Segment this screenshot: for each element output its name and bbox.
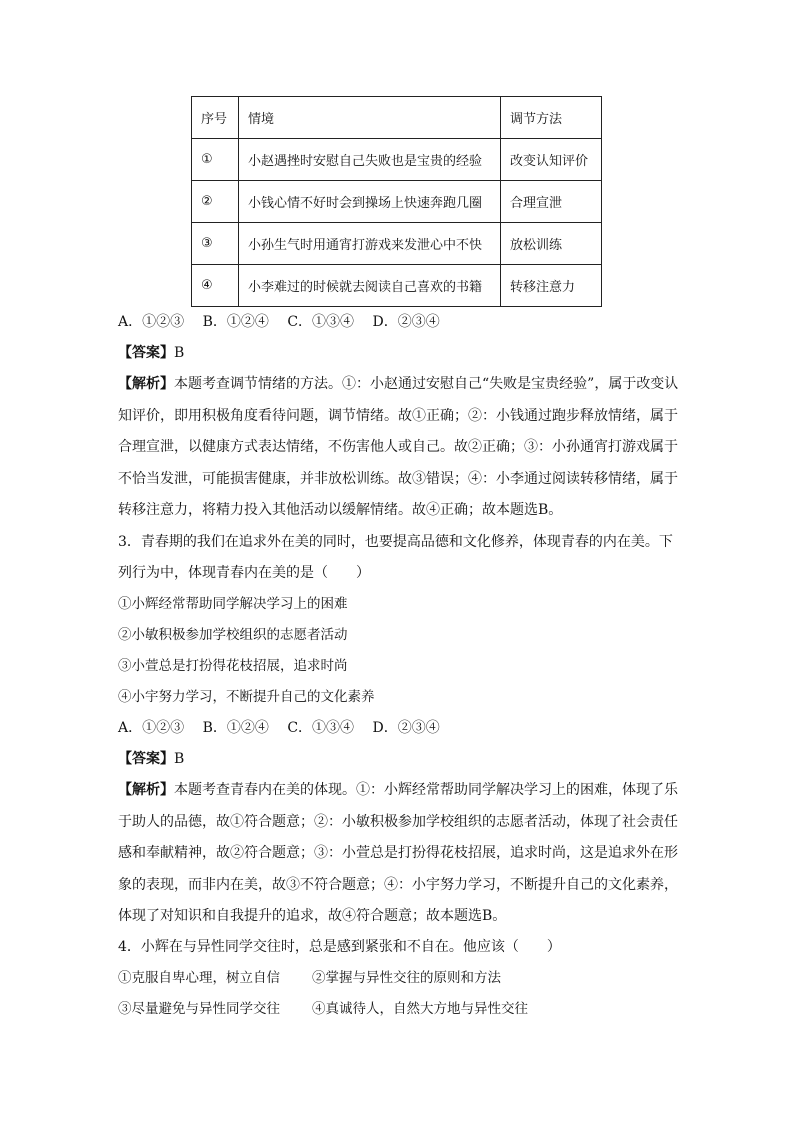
option-item: ②小敏积极参加学校组织的志愿者活动 [118, 627, 348, 643]
table-row [192, 139, 602, 181]
header-cell: 调节方法 [501, 97, 602, 139]
table-cell: 放松训练 [501, 223, 602, 265]
table-cell: ④ [192, 265, 239, 307]
choice-c: C．①③④ [287, 720, 355, 736]
header-cell: 情境 [239, 97, 501, 139]
choice-d: D．②③④ [372, 314, 440, 330]
table-header-row [192, 97, 602, 139]
table-cell: ③ [192, 223, 239, 265]
analysis-label: 【解析】 [118, 782, 174, 798]
answer-choices [118, 713, 688, 744]
choice-d: D．②③④ [372, 720, 440, 736]
question-stem: 列行为中，体现青春内在美的是（ ） [118, 565, 370, 581]
answer-line [118, 744, 688, 775]
analysis-label: 【解析】 [118, 376, 174, 392]
choice-a: A．①②③ [118, 314, 185, 330]
analysis-paragraph [118, 369, 688, 527]
table-cell: 小孙生气时用通宵打游戏来发泄心中不快 [239, 223, 501, 265]
question-stem: 3．青春期的我们在追求外在美的同时，也要提高品德和文化修养，体现青春的内在美。下 [118, 534, 673, 550]
choice-c: C．①③④ [287, 314, 355, 330]
choice-b: B．①②④ [202, 720, 269, 736]
table-row [192, 181, 602, 223]
answer-label: 【答案】 [118, 751, 174, 767]
option-item: ④小宇努力学习，不断提升自己的文化素养 [118, 689, 375, 705]
header-cell: 序号 [192, 97, 239, 139]
option-row [118, 963, 688, 994]
analysis-paragraph [118, 775, 688, 933]
option-row [118, 994, 688, 1025]
option-item: ④真诚待人，自然大方地与异性交往 [312, 1001, 528, 1017]
emotion-regulation-table [191, 96, 602, 307]
table-cell: 改变认知评价 [501, 139, 602, 181]
answer-choices [118, 307, 688, 338]
answer-line [118, 338, 688, 369]
table-row [192, 265, 602, 307]
analysis-text: 本题考查调节情绪的方法。①：小赵通过安慰自己“失败是宝贵经验”，属于改变认知评价，即用积极角度看待问题，调节情绪。故①正确；②：小钱通过跑步释放情绪，属于合理宣泄，以健康方式表达情绪，不伤害他人或自己。故②正确；③：小孙通宵打游戏属于不恰当发泄，可能损害健康，并非放松训练。故③错误；④：小李通过阅读转移情绪，属于转移注意力，将精力投入其他活动以缓解情绪。故④正确；故本题选B。 [118, 376, 679, 518]
question-3-block [118, 527, 688, 933]
table-cell: 转移注意力 [501, 265, 602, 307]
table-cell: 合理宣泄 [501, 181, 602, 223]
question-stem: 4．小辉在与异性同学交往时，总是感到紧张和不自在。他应该（ ） [118, 939, 561, 955]
table-cell: 小赵遇挫时安慰自己失败也是宝贵的经验 [239, 139, 501, 181]
answer-label: 【答案】 [118, 345, 174, 361]
question-4-block [118, 932, 688, 1025]
option-item: ①克服自卑心理，树立自信 [118, 970, 280, 986]
choice-b: B．①②④ [202, 314, 269, 330]
table-cell: 小李难过的时候就去阅读自己喜欢的书籍 [239, 265, 501, 307]
answer-value: B [174, 751, 185, 767]
table-cell: 小钱心情不好时会到操场上快速奔跑几圈 [239, 181, 501, 223]
choice-a: A．①②③ [118, 720, 185, 736]
analysis-text: 本题考查青春内在美的体现。①：小辉经常帮助同学解决学习上的困难，体现了乐于助人的品德，故①符合题意；②：小敏积极参加学校组织的志愿者活动，体现了社会责任感和奉献精神，故②符合题意；③：小萱总是打扮得花枝招展，追求时尚，这是追求外在形象的表现，而非内在美，故③不符合题意；④：小宇努力学习，不断提升自己的文化素养，体现了对知识和自我提升的追求，故④符合题意；故本题选B。 [118, 782, 678, 924]
table-cell: ② [192, 181, 239, 223]
table-row [192, 223, 602, 265]
option-item: ①小辉经常帮助同学解决学习上的困难 [118, 596, 348, 612]
question-2-block [118, 307, 688, 527]
option-item: ③尽量避免与异性同学交往 [118, 1001, 280, 1017]
option-item: ②掌握与异性交往的原则和方法 [312, 970, 501, 986]
answer-value: B [174, 345, 185, 361]
table-cell: ① [192, 139, 239, 181]
option-item: ③小萱总是打扮得花枝招展，追求时尚 [118, 658, 348, 674]
